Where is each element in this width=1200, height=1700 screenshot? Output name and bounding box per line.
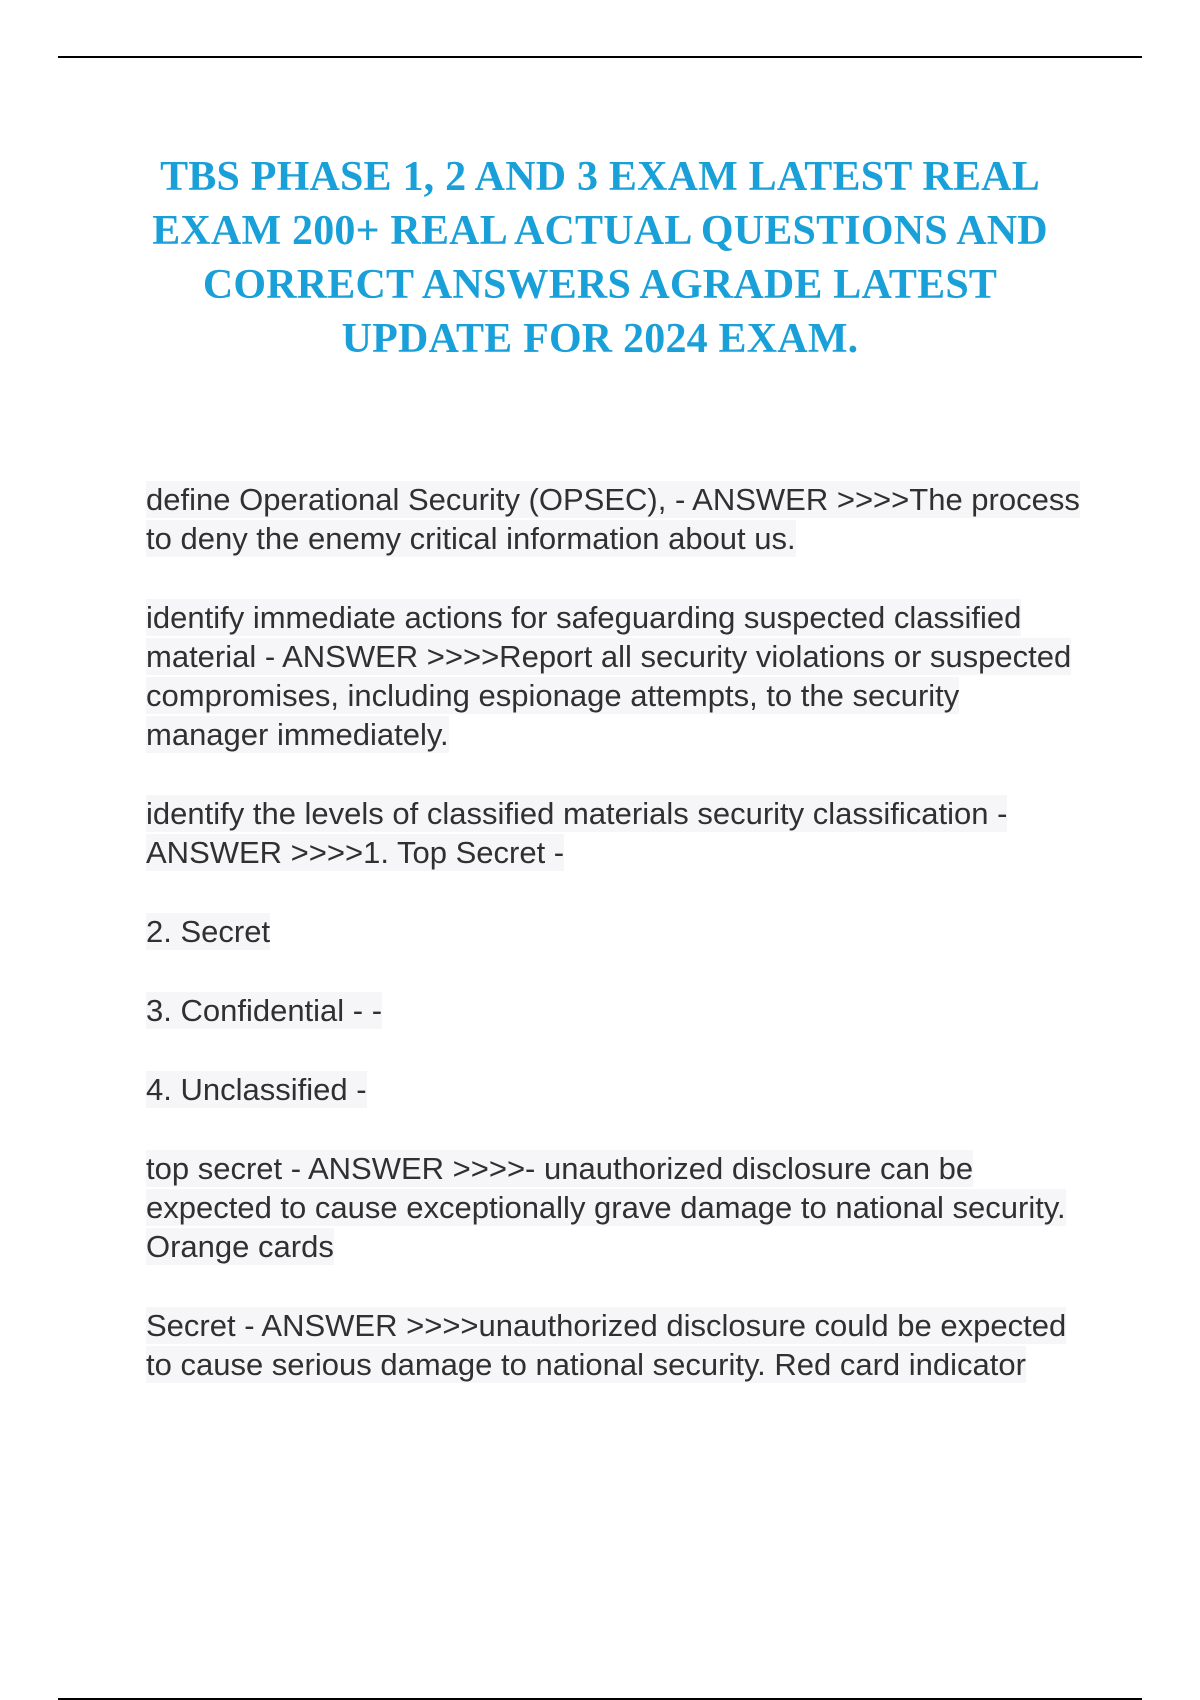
qa-paragraph: identify immediate actions for safeguarding suspected classified material - ANSWER >>>>Report all security violations or suspected compromises, including espionage attempts, to the security manager immediately. bbox=[146, 600, 1072, 752]
list-item: 2. Secret bbox=[146, 914, 271, 949]
top-rule bbox=[58, 56, 1142, 58]
list-item: 3. Confidential - - bbox=[146, 993, 383, 1028]
document-body bbox=[146, 480, 1086, 1424]
document-title: TBS PHASE 1, 2 AND 3 EXAM LATEST REAL EXAM 200+ REAL ACTUAL QUESTIONS AND CORRECT ANSWERS AGRADE LATEST UPDATE FOR 2024 EXAM. bbox=[152, 154, 1048, 362]
qa-paragraph: top secret - ANSWER >>>>- unauthorized disclosure can be expected to cause exceptionally grave damage to national security. Orange cards bbox=[146, 1151, 1066, 1264]
qa-paragraph: Secret - ANSWER >>>>unauthorized disclosure could be expected to cause serious damage to national security. Red card indicator bbox=[146, 1308, 1067, 1382]
qa-paragraph: define Operational Security (OPSEC), - ANSWER >>>>The process to deny the enemy critical information about us. bbox=[146, 482, 1080, 556]
qa-paragraph: identify the levels of classified materials security classification - ANSWER >>>>1. Top Secret - bbox=[146, 796, 1008, 870]
list-item: 4. Unclassified - bbox=[146, 1072, 367, 1107]
